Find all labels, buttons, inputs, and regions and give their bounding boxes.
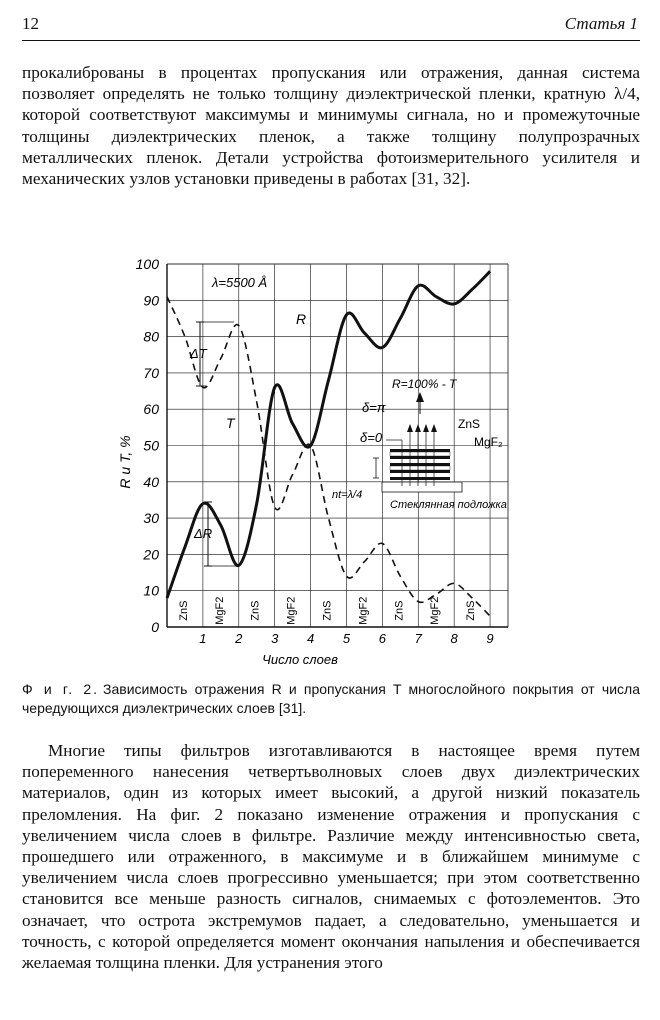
layer-label: MgF2 (285, 596, 298, 625)
x-tick-label: 7 (414, 631, 422, 646)
layer-label: ZnS (249, 600, 262, 621)
y-tick-label: 90 (143, 292, 159, 309)
series-line-r (167, 271, 490, 598)
delta-t-marker (189, 322, 234, 386)
x-tick-label: 8 (450, 631, 458, 646)
y-tick-label: 10 (143, 582, 159, 599)
delta-zero-label: δ=0 (360, 430, 383, 445)
paragraph-1: прокалиброваны в процентах пропускания или отражения, данная система позволяет определять не только толщину диэлектрической пленки, кратную λ/4, которой соответствуют максимумы и минимумы сигнала, но и промежуточные толщины диэлектрических пленок, а также толщину полупрозрачных металлических пленок. Детали устройства фотоизмерительного усилителя и механических узлов установки приведены в работах [31, 32]. (22, 63, 640, 189)
chart-svg (110, 252, 550, 672)
y-tick-label: 0 (151, 619, 159, 635)
y-tick-label: 60 (143, 401, 159, 418)
figure-caption (22, 680, 640, 717)
delta-t-label: ΔT (190, 346, 207, 361)
y-tick-label: 20 (143, 546, 159, 563)
figure-caption-lead: Ф и г. 2. (22, 681, 100, 697)
inset-reflectance-label: R=100% - T (392, 377, 457, 391)
wavelength-label: λ=5500 Å (212, 275, 268, 290)
y-tick-label: 40 (143, 473, 159, 490)
x-tick-label: 2 (235, 631, 243, 646)
x-tick-label: 3 (271, 631, 279, 646)
layer-stack-inset (332, 377, 507, 511)
inset-mgf2-label: MgF₂ (474, 435, 503, 449)
layer-labels (178, 597, 477, 625)
y-tick-label: 70 (143, 364, 159, 381)
paragraph-2: Многие типы фильтров изготавливаются в настоящее время путем попеременного нанесения четвертьволновых слоев двух диэлектрических материалов, один из которых имеет высокий, а другой низкий показатель преломления. На фиг. 2 показано изменение отражения и пропускания с увеличением числа слоев в фильтре. Различие между интенсивностью света, прошедшего или отраженного, в максимуме и в ближайшем минимуме с увеличением числа слоев прогрессивно уменьшается; при этом соответственно становится все меньше разность сигналов, снимаемых с фотоэлементов. Это означает, что острота экстремумов падает, а следовательно, уменьшается и точность, с которой определяется момент окончания напыления и обеспечивается желаемая толщина пленки. Для устранения этого (22, 741, 640, 973)
r-curve-label: R (296, 311, 307, 327)
y-tick-label: 50 (143, 437, 159, 454)
y-tick-label: 30 (143, 510, 159, 527)
layer-label: ZnS (465, 600, 478, 621)
delta-pi-label: δ=π (362, 400, 386, 415)
x-tick-label: 5 (342, 631, 351, 646)
inset-substrate-label: Стеклянная подложка (390, 499, 507, 511)
figure-caption-text: Зависимость отражения R и пропускания T многослойного покрытия от числа чередующихся диэлектрических слоев [31]. (22, 681, 640, 716)
layer-label: MgF2 (429, 596, 442, 625)
figure-2 (110, 252, 550, 672)
inset-thickness-label: nt=λ/4 (332, 489, 363, 501)
chart-grid (167, 264, 508, 627)
x-tick-label: 1 (199, 631, 207, 646)
page-header (22, 14, 640, 36)
layer-label: ZnS (393, 600, 406, 621)
chart-series (167, 271, 490, 616)
layer-label: ZnS (321, 600, 334, 621)
y-tick-label: 80 (143, 328, 159, 345)
layer-label: MgF2 (213, 596, 226, 625)
layer-label: ZnS (177, 600, 190, 621)
y-axis-label: R и T, % (117, 435, 133, 489)
x-tick-label: 9 (486, 631, 494, 646)
x-tick-label: 6 (378, 631, 386, 646)
delta-r-label: ΔR (194, 526, 213, 541)
inset-zns-label: ZnS (458, 417, 481, 431)
t-curve-label: T (226, 415, 235, 431)
x-tick-label: 4 (306, 631, 315, 646)
x-axis-label: Число слоев (262, 652, 338, 667)
running-title: Статья 1 (564, 14, 638, 33)
page-number: 12 (22, 14, 39, 33)
y-tick-label: 100 (135, 256, 159, 272)
layer-label: MgF2 (357, 596, 370, 625)
header-rule (22, 40, 640, 41)
